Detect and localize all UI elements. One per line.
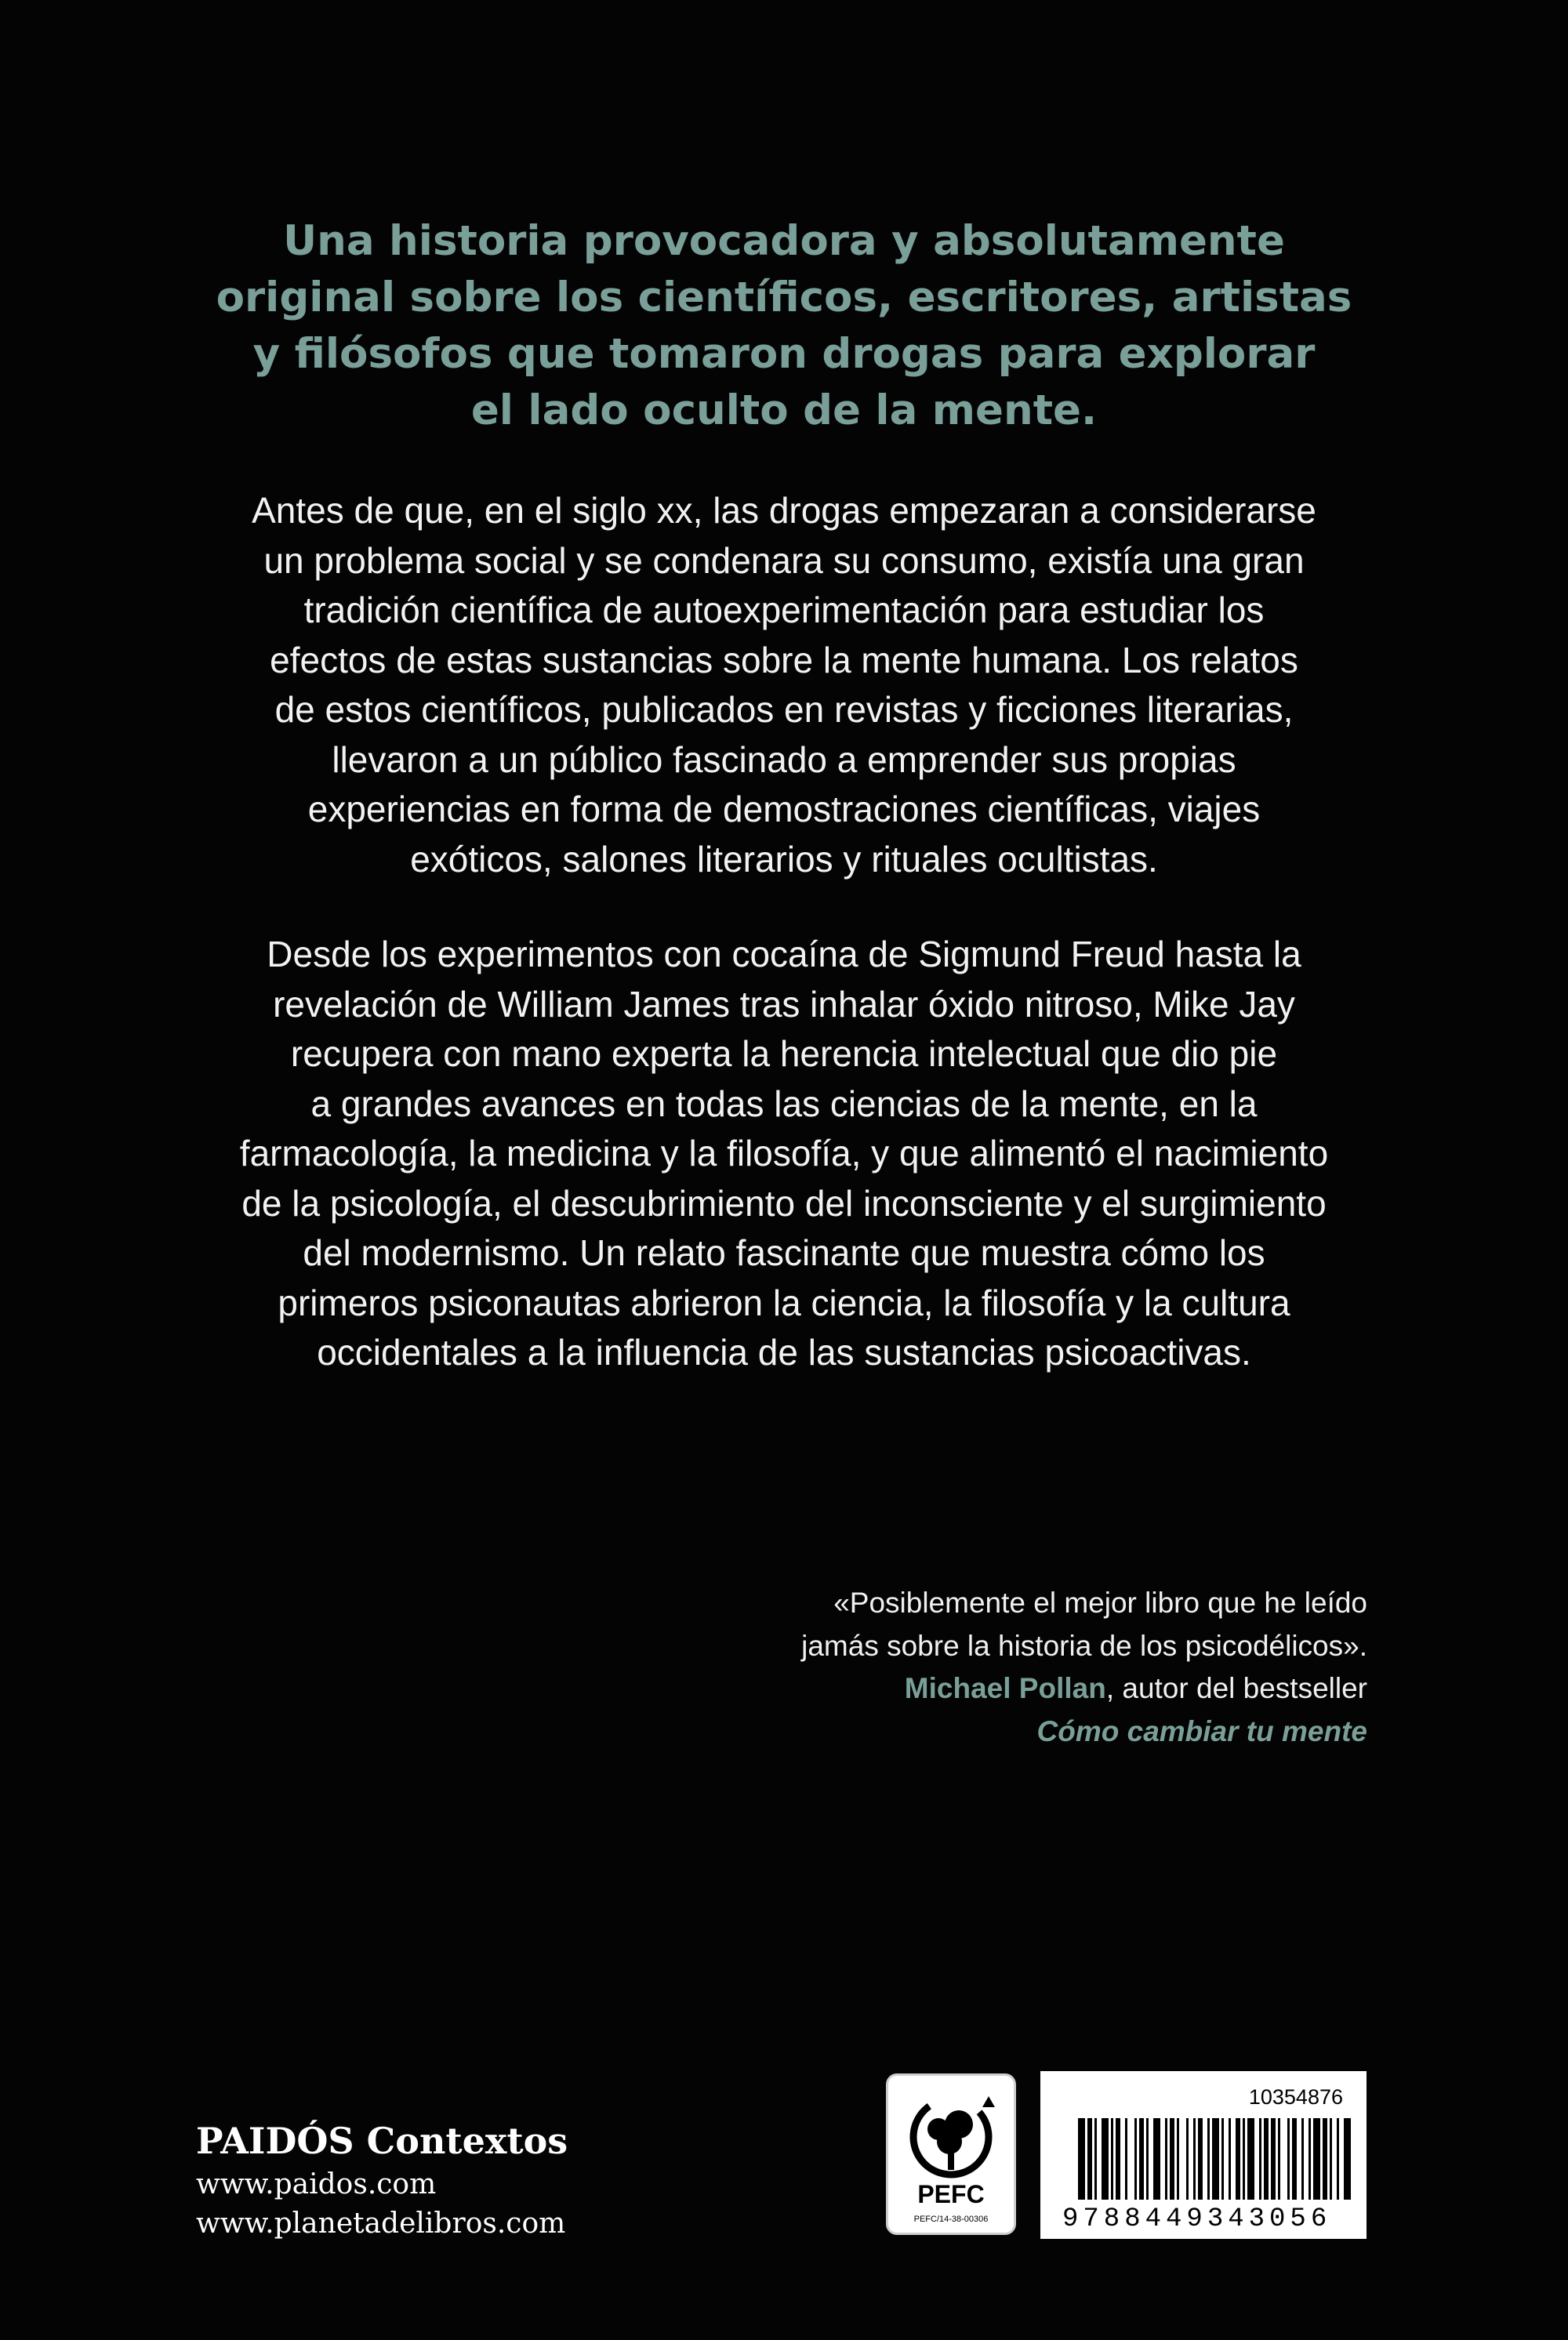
barcode-bar (1207, 2118, 1210, 2200)
barcode-bar (1301, 2118, 1304, 2200)
pefc-tree-icon (888, 2076, 1014, 2233)
isbn-digits: 9788449343056 (1062, 2204, 1332, 2234)
barcode-bar (1264, 2118, 1269, 2200)
barcode-bar (1243, 2118, 1245, 2200)
barcode-bar (1330, 2118, 1332, 2200)
barcode-bar (1116, 2118, 1120, 2200)
blurb-quote (505, 1582, 1367, 1753)
barcode-bar (1186, 2118, 1189, 2200)
paragraph-line: de estos científicos, publicados en revistas y ficciones literarias, (274, 689, 1294, 730)
barcode-bar (1323, 2118, 1327, 2200)
paragraph-line: primeros psiconautas abrieron la ciencia, la filosofía y la cultura (278, 1282, 1290, 1323)
barcode-bar (1259, 2118, 1261, 2200)
tagline-line: Una historia provocadora y absolutamente (283, 217, 1285, 265)
quote-book-title: Cómo cambiar tu mente (1036, 1714, 1367, 1747)
barcode-bar (1111, 2118, 1113, 2200)
paragraph-line: llevaron a un público fascinado a emprender sus propias (332, 738, 1236, 780)
paragraph-line: un problema social y se condenara su consumo, existía una gran (263, 539, 1305, 581)
barcode-bar (1153, 2118, 1160, 2200)
synopsis-paragraph-2 (118, 930, 1450, 1378)
publisher-imprint (196, 2117, 568, 2244)
publisher-website: www.paidos.com (196, 2168, 437, 2200)
barcode-bar (1078, 2118, 1085, 2200)
paragraph-line: experiencias en forma de demostraciones científicas, viajes (307, 789, 1261, 829)
tagline-line: original sobre los científicos, escritores, artistas (216, 274, 1352, 321)
barcode-bar (1139, 2118, 1144, 2200)
paragraph-line: farmacología, la medicina y la filosofía, y que alimentó el nacimiento (239, 1133, 1329, 1174)
publisher-website: www.planetadelibros.com (196, 2208, 566, 2240)
barcode-bar (1212, 2118, 1219, 2200)
barcode-bar (1313, 2118, 1320, 2200)
barcode-bar (1344, 2118, 1351, 2200)
barcode-bar (1102, 2118, 1109, 2200)
quote-line: «Posiblemente el mejor libro que he leído (833, 1587, 1367, 1619)
barcode-bar (1193, 2118, 1196, 2200)
barcode-bar (1087, 2118, 1092, 2200)
paragraph-line: occidentales a la influencia de las sustancias psicoactivas. (317, 1332, 1251, 1373)
paragraph-line: de la psicología, el descubrimiento del inconsciente y el surgimiento (241, 1182, 1327, 1224)
pefc-logo (886, 2073, 1016, 2235)
paragraph-line: tradición científica de autoexperimentación para estudiar los (303, 590, 1265, 630)
barcode-bar (1229, 2118, 1231, 2200)
barcode-bar (1271, 2118, 1276, 2200)
quote-attribution (505, 1667, 1367, 1711)
paragraph-line: del modernismo. Un relato fascinante que muestra cómo los (303, 1232, 1265, 1273)
quote-line: jamás sobre la historia de los psicodélicos». (801, 1629, 1367, 1662)
barcode (1040, 2071, 1367, 2239)
barcode-bar (1094, 2118, 1097, 2200)
barcode-bar (1221, 2118, 1224, 2200)
barcode-bar (1308, 2118, 1311, 2200)
barcode-bar (1247, 2118, 1254, 2200)
series-name: PAIDÓS Contextos (196, 2120, 568, 2162)
barcode-bar (1177, 2118, 1179, 2200)
barcode-bar (1134, 2118, 1137, 2200)
barcode-bar (1125, 2118, 1127, 2200)
barcode-bar (1278, 2118, 1280, 2200)
paragraph-line: a grandes avances en todas las ciencias de la mente, en la (310, 1083, 1258, 1124)
barcode-bar (1287, 2118, 1290, 2200)
paragraph-line: efectos de estas sustancias sobre la mente humana. Los relatos (270, 639, 1298, 680)
paragraph-line: exóticos, salones literarios y rituales ocultistas. (410, 838, 1158, 880)
barcode-bar (1165, 2118, 1167, 2200)
paragraph-line: recupera con mano experta la herencia intelectual que dio pie (290, 1033, 1278, 1074)
tagline-line: el lado oculto de la mente. (470, 386, 1098, 434)
paragraph-line: Antes de que, en el siglo xx, las drogas empezaran a considerarse (252, 490, 1316, 531)
pefc-label: PEFC (917, 2180, 985, 2208)
pefc-code: PEFC/14-38-00306 (913, 2215, 989, 2224)
quote-author: Michael Pollan (904, 1672, 1106, 1704)
tagline (118, 213, 1450, 439)
synopsis-paragraph-1 (118, 486, 1450, 884)
barcode-bar (1146, 2118, 1149, 2200)
barcode-bar (1292, 2118, 1297, 2200)
barcode-bar (1236, 2118, 1240, 2200)
barcode-bar (1170, 2118, 1174, 2200)
barcode-bar (1337, 2118, 1339, 2200)
paragraph-line: revelación de William James tras inhalar óxido nitroso, Mike Jay (273, 983, 1295, 1025)
quote-author-suffix: , autor del bestseller (1105, 1672, 1367, 1704)
barcode-bar (1198, 2118, 1203, 2200)
paragraph-line: Desde los experimentos con cocaína de Sigmund Freud hasta la (267, 934, 1301, 974)
barcode-number: 10354876 (1248, 2085, 1343, 2109)
tagline-line: y filósofos que tomaron drogas para explorar (252, 330, 1316, 378)
